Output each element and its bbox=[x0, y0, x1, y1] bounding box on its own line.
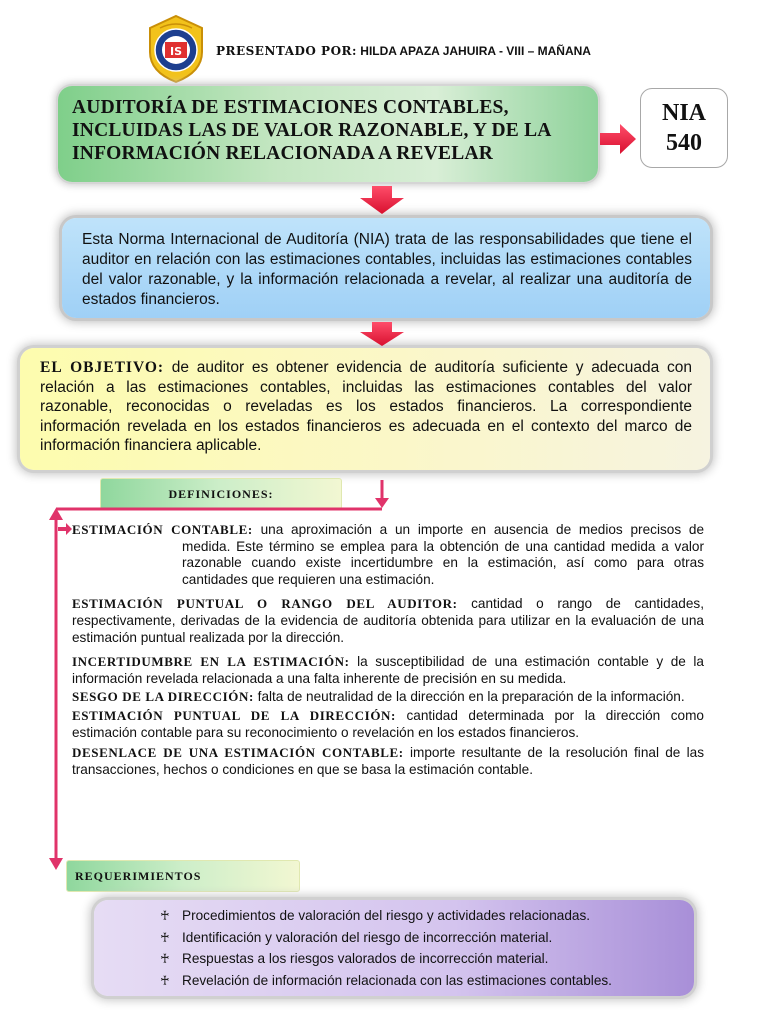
definition-term: SESGO DE LA DIRECCIÓN: bbox=[72, 689, 254, 705]
nia-number: 540 bbox=[666, 130, 702, 156]
requirement-text: Respuestas a los riesgos valorados de incorrección material. bbox=[182, 951, 549, 966]
arrow-down-icon bbox=[49, 858, 63, 870]
definition-text: cantidad determinada por la dirección como estimación contable para su reconocimiento o revelación en los estados financieros. bbox=[72, 707, 704, 740]
arrow-right-icon bbox=[58, 523, 72, 535]
page-title: AUDITORÍA DE ESTIMACIONES CONTABLES, INCLUIDAS LAS DE VALOR RAZONABLE, Y DE LA INFORMACIÓN RELACIONADA A REVELAR bbox=[72, 97, 551, 164]
definition-text: la susceptibilidad de una estimación contable y de la información revelada relacionada a una falta inherente de precisión en su medida. bbox=[72, 654, 704, 686]
arrow-down-icon bbox=[360, 322, 404, 346]
requirements-heading: REQUERIMIENTOS bbox=[66, 860, 300, 892]
cross-bullet-icon: ♰ bbox=[160, 952, 170, 967]
summary-text: Esta Norma Internacional de Auditoría (NIA) trata de las responsabilidades que tiene el auditor en relación con las estimaciones contables, incluidas las estimaciones contables del valor razonable, y la información relacionada a revelar, al realizar una auditoría de estados financieros. bbox=[82, 231, 692, 308]
definitions-heading: DEFINICIONES: bbox=[100, 478, 342, 510]
requirement-text: Revelación de información relacionada con las estimaciones contables. bbox=[182, 972, 612, 988]
definition-text: importe resultante de la resolución final de las transacciones, hechos o condiciones en que se basa la estimación contable. bbox=[72, 745, 705, 777]
cross-bullet-icon: ♰ bbox=[160, 930, 170, 946]
arrow-down-icon bbox=[375, 498, 389, 508]
definition-term: INCERTIDUMBRE EN LA ESTIMACIÓN: bbox=[72, 654, 350, 670]
definition-text: una aproximación a un importe en ausencia de medios precisos de medida. Este término se emplea para la obtención de una cantidad medida a valor razonable cuando existe incertidumbre en la estimación, así como para otras cantidades que requieren una estimación. bbox=[182, 522, 705, 587]
svg-text:IS: IS bbox=[169, 45, 183, 58]
definition-term: ESTIMACIÓN CONTABLE: bbox=[72, 522, 253, 537]
definition-text: cantidad o rango de cantidades, respectivamente, derivadas de la evidencia de auditoría obtenida para utilizar en la evaluación de una estimación puntual realizada por la dirección. bbox=[72, 596, 704, 645]
presenter-label: PRESENTADO POR: bbox=[216, 44, 357, 58]
arrow-down-icon bbox=[360, 186, 404, 214]
objective-label: EL OBJETIVO: bbox=[40, 359, 165, 376]
definition-term: ESTIMACIÓN PUNTUAL DE LA DIRECCIÓN: bbox=[72, 707, 396, 723]
definition-term: DESENLACE DE UNA ESTIMACIÓN CONTABLE: bbox=[72, 745, 404, 761]
requirement-text: Identificación y valoración del riesgo de incorrección material. bbox=[182, 929, 553, 945]
presenter-name: HILDA APAZA JAHUIRA - VIII – MAÑANA bbox=[360, 44, 591, 58]
cross-bullet-icon: ♰ bbox=[160, 909, 170, 924]
nia-label: NIA bbox=[661, 100, 706, 126]
definition-term: ESTIMACIÓN PUNTUAL O RANGO DEL AUDITOR: bbox=[72, 596, 458, 612]
requirement-text: Procedimientos de valoración del riesgo y actividades relacionadas. bbox=[182, 908, 591, 923]
objective-text: de auditor es obtener evidencia de auditoría suficiente y adecuada con relación a las estimaciones contables, incluidas las estimaciones contables del valor razonable, reconocidas o reveladas es los estados financieros. La correspondiente información revelada en los estados financieros es adecuada en el contexto del marco de información financiera aplicable. bbox=[40, 359, 692, 455]
cross-bullet-icon: ♰ bbox=[160, 973, 170, 989]
definition-text: falta de neutralidad de la dirección en la preparación de la información. bbox=[253, 689, 685, 705]
arrow-right-icon bbox=[600, 124, 636, 154]
